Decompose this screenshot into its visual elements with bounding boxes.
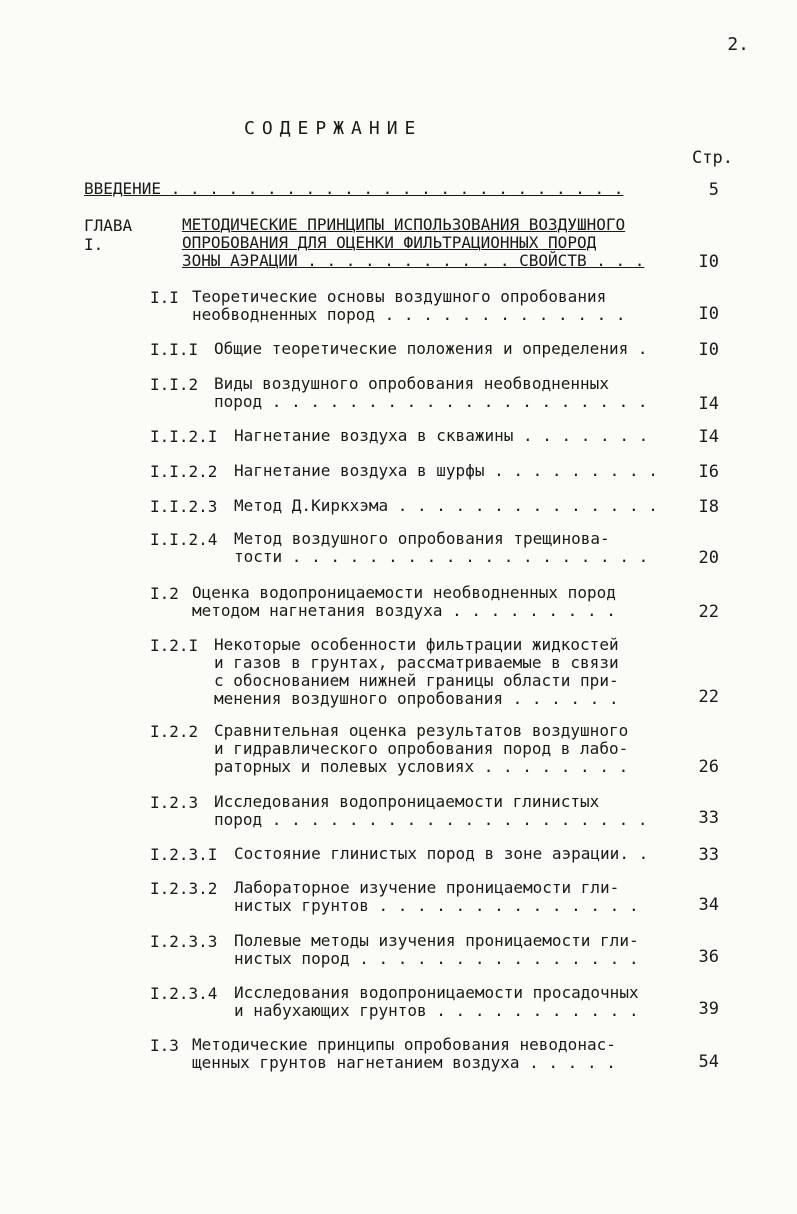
toc-entry-page: 33 <box>698 808 719 828</box>
toc-entry-number: I.I.2.2 <box>150 462 218 481</box>
toc-entry-number: I.I.2.4 <box>150 530 218 549</box>
toc-entry-number: I.2.3.2 <box>150 879 218 898</box>
toc-entry-title: Исследования водопроницаемости глинистых пород . . . . . . . . . . . . . . . . . . . . <box>214 792 648 829</box>
toc-entry-page: 39 <box>698 999 719 1019</box>
toc-entry-title: Сравнительная оценка результатов воздушного и гидравлического опробования пород в лабо- раторных и полевых условиях . . . . . . . . <box>214 721 629 776</box>
toc-entry-title: Исследования водопроницаемости просадочных и набухающих грунтов . . . . . . . . . . . <box>234 983 639 1020</box>
toc-entry-title: Нагнетание воздуха в скважины . . . . . . . <box>234 426 649 445</box>
toc-entry-title: Лабораторное изучение проницаемости гли- нистых грунтов . . . . . . . . . . . . . . <box>234 878 639 915</box>
toc-entry-page: I4 <box>698 427 719 447</box>
toc-entry-title: Оценка водопроницаемости необводненных пород методом нагнетания воздуха . . . . . . . . . <box>192 583 616 620</box>
toc-entry-number: I.2.3 <box>150 793 199 812</box>
toc-entry-page: I8 <box>698 497 719 517</box>
toc-entry-title: Нагнетание воздуха в шурфы . . . . . . . . . <box>234 461 658 480</box>
toc-entry-page: I0 <box>698 304 719 324</box>
toc-entry-page: 22 <box>698 687 719 707</box>
toc-entry-page: I0 <box>698 252 719 272</box>
toc-entry-page: 36 <box>698 947 719 967</box>
toc-entry-title: Полевые методы изучения проницаемости гли- нистых пород . . . . . . . . . . . . . . . <box>234 931 639 968</box>
toc-entry-page: I6 <box>698 462 719 482</box>
toc-entry-number: I.I.2 <box>150 375 199 394</box>
page-number: 2. <box>727 34 749 55</box>
toc-entry-number: I.I.2.I <box>150 427 218 446</box>
toc-entry-number: I.I.I <box>150 340 199 359</box>
toc-entry-number: I.2.I <box>150 636 199 655</box>
toc-entry-title: Методические принципы опробования неводонас- щенных грунтов нагнетанием воздуха . . . . . <box>192 1035 616 1072</box>
toc-entry-page: 33 <box>698 845 719 865</box>
toc-entry-number: I.2.3.I <box>150 845 218 864</box>
toc-entry-title: МЕТОДИЧЕСКИЕ ПРИНЦИПЫ ИСПОЛЬЗОВАНИЯ ВОЗДУШНОГО ОПРОБОВАНИЯ ДЛЯ ОЦЕНКИ ФИЛЬТРАЦИОННЫХ ПОРОД ЗОНЫ АЭРАЦИИ . . . . . . . . . . . СВОЙСТВ . . . <box>182 215 645 270</box>
toc-entry-page: 22 <box>698 602 719 622</box>
toc-entry-page: 34 <box>698 895 719 915</box>
toc-entry-page: I4 <box>698 394 719 414</box>
toc-entry-number: ГЛАВА I. <box>84 216 133 254</box>
toc-entry-page: 26 <box>698 757 719 777</box>
toc-entry-title: Метод Д.Киркхэма . . . . . . . . . . . . . . <box>234 496 658 515</box>
toc-entry-number: I.2 <box>150 584 179 603</box>
toc-entry-title: Метод воздушного опробования трещинова- тости . . . . . . . . . . . . . . . . . . . <box>234 529 649 566</box>
toc-entry-number: I.I.2.3 <box>150 497 218 516</box>
toc-entry-title: Виды воздушного опробования необводненных пород . . . . . . . . . . . . . . . . . . . . <box>214 374 648 411</box>
toc-entry-number: I.2.2 <box>150 722 199 741</box>
toc-title: СОДЕРЖАНИЕ <box>244 118 423 139</box>
toc-entry-title: Общие теоретические положения и определения . <box>214 339 648 358</box>
toc-entry-page: 54 <box>698 1052 719 1072</box>
toc-entry-title: Состояние глинистых пород в зоне аэрации. . <box>234 844 649 863</box>
toc-entry-number: I.2.3.3 <box>150 932 218 951</box>
toc-entry-number: I.I <box>150 288 179 307</box>
toc-entry-number: I.3 <box>150 1036 179 1055</box>
toc-entry-number: I.2.3.4 <box>150 984 218 1003</box>
page-column-header: Стр. <box>692 148 733 168</box>
toc-entry-page: 20 <box>698 548 719 568</box>
toc-entry-title: Теоретические основы воздушного опробования необводненных пород . . . . . . . . . . . . . <box>192 287 626 324</box>
toc-entry-page: 5 <box>708 180 719 200</box>
toc-entry-title: ВВЕДЕНИЕ . . . . . . . . . . . . . . . . . . . . . . . . <box>84 179 624 198</box>
toc-entry-page: I0 <box>698 340 719 360</box>
toc-entry-title: Некоторые особенности фильтрации жидкостей и газов в грунтах, рассматриваемые в связи с обоснованием нижней границы области при- менения воздушного опробования . . . . . . <box>214 635 619 708</box>
